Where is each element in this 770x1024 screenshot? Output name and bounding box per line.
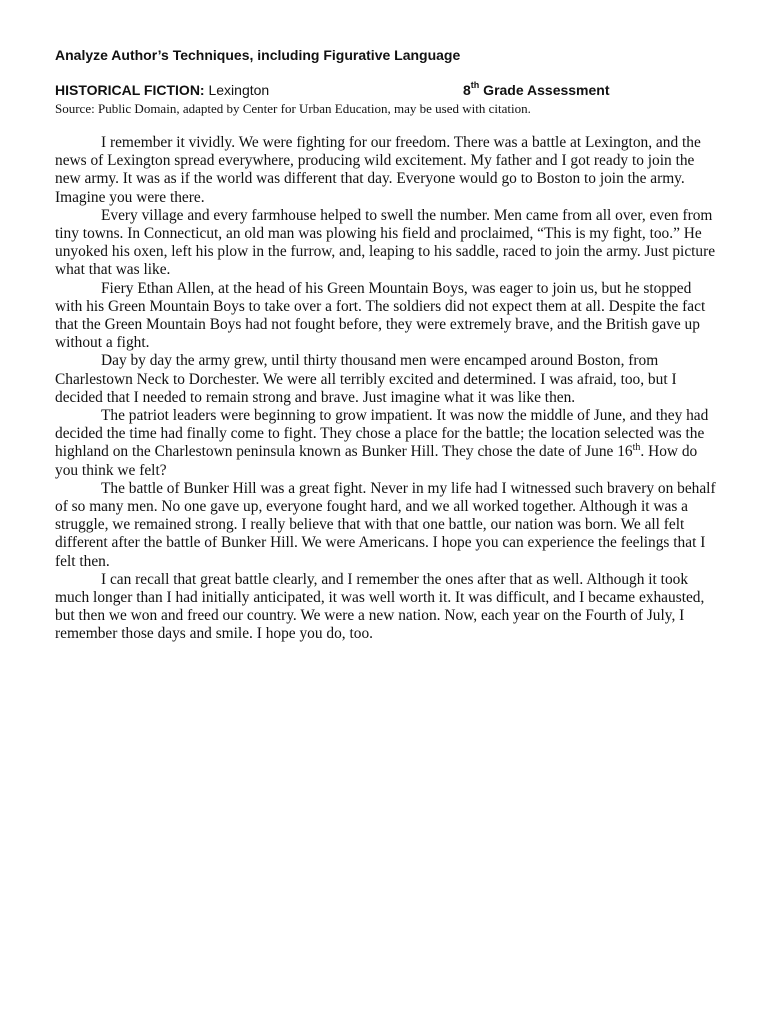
assessment-sheet (55, 46, 720, 644)
date-ordinal-suffix: th (632, 442, 641, 454)
story-paragraph-6: The battle of Bunker Hill was a great fight. Never in my life had I witnessed such bravery on behalf of so many men. No one gave up, everyone fought hard, and we all worked together. Although it was a struggle, we remained strong. I really believe that with that one battle, our nation was born. We all felt different after the battle of Bunker Hill. We were Americans. I hope you can experience the feelings that I felt then. (55, 479, 716, 570)
paragraph-5-text: The patriot leaders were beginning to grow impatient. It was now the middle of June, and they had decided the time had finally come to fight. They chose a place for the battle; the location selected was the highland on the Charlestown peninsula known as Bunker Hill. They chose the date of June 16 (55, 407, 709, 461)
grade-number: 8 (463, 82, 471, 98)
story-title: Lexington (204, 82, 270, 98)
title-row (55, 81, 720, 99)
grade-label: Grade Assessment (479, 82, 610, 98)
story-paragraph-3: Fiery Ethan Allen, at the head of his Green Mountain Boys, was eager to join us, but he stopped with his Green Mountain Boys to take over a fort. The soldiers did not expect them at all. Despite the fact that the Green Mountain Boys had not fought before, they were extremely brave, and the British gave up without a fight. (55, 279, 706, 352)
grade-suffix: th (470, 80, 480, 91)
story-paragraph-5 (55, 407, 720, 480)
paragraph-5-question: . How do you think we felt? (55, 443, 698, 479)
source-citation: Source: Public Domain, adapted by Center for Urban Education, may be used with citation. (55, 101, 531, 116)
story-paragraph-7: I can recall that great battle clearly, and I remember the ones after that as well. Although it took much longer than I had initially anticipated, it was well worth it. It was difficult, and I became exhausted, but then we won and freed our country. We were a new nation. Now, each year on the Fourth of July, I remember those days and smile. I hope you do, too. (55, 570, 705, 643)
grade-level (463, 81, 610, 99)
story-body (55, 134, 720, 644)
genre-label: HISTORICAL FICTION: (55, 82, 205, 98)
story-paragraph-4: Day by day the army grew, until thirty thousand men were encamped around Boston, from Charlestown Neck to Dorchester. We were all terribly excited and determined. I was afraid, too, but I decided that I needed to remain strong and brave. Just imagine what it was like then. (55, 352, 677, 406)
assessment-heading: Analyze Author’s Techniques, including Figurative Language (55, 47, 461, 63)
story-paragraph-1: I remember it vividly. We were fighting for our freedom. There was a battle at Lexington, and the news of Lexington spread everywhere, producing wild excitement. My father and I got ready to join the new army. It was as if the world was different that day. Everyone would go to Boston to join the army. Imagine you were there. (55, 134, 701, 206)
story-paragraph-2: Every village and every farmhouse helped to swell the number. Men came from all over, even from tiny towns. In Connecticut, an old man was plowing his field and proclaimed, “This is my fight, too.” He unyoked his oxen, left his plow in the furrow, and, leaping to his saddle, raced to join the army. Just picture what that was like. (55, 206, 716, 279)
